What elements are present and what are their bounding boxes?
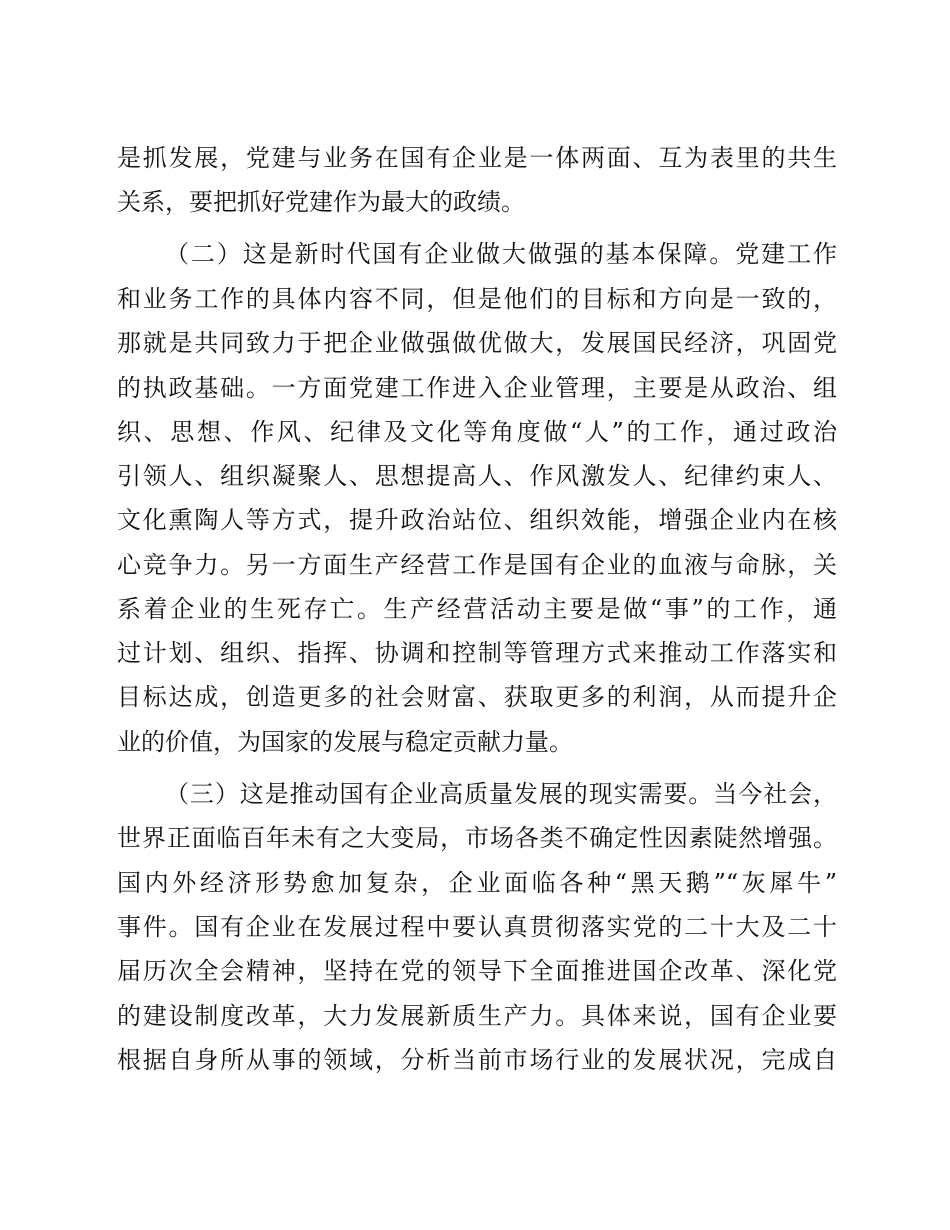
text-line: 系着企业的生死存亡。生产经营活动主要是做“事”的工作，通 [117,595,837,623]
text-line: 的建设制度改革，大力发展新质生产力。具体来说，国有企业要 [117,1002,837,1030]
text-line: 关系，要把抓好党建作为最大的政绩。 [117,188,525,216]
text-line: （二）这是新时代国有企业做大做强的基本保障。党建工作 [165,240,837,268]
text-line: 根据自身所从事的领域，分析当前市场行业的发展状况，完成自 [117,1046,837,1074]
text-line: 织、思想、作风、纪律及文化等角度做“人”的工作，通过政治 [117,418,837,446]
text-line: 的执政基础。一方面党建工作进入企业管理，主要是从政治、组 [117,374,837,402]
text-line: 过计划、组织、指挥、协调和控制等管理方式来推动工作落实和 [117,639,837,667]
text-line: 业的价值，为国家的发展与稳定贡献力量。 [117,728,573,756]
text-line: 国内外经济形势愈加复杂，企业面临各种“黑天鹅”“灰犀牛” [117,869,837,897]
text-line: 和业务工作的具体内容不同，但是他们的目标和方向是一致的， [117,285,837,313]
text-line: 事件。国有企业在发展过程中要认真贯彻落实党的二十大及二十 [117,913,837,941]
text-line: 文化熏陶人等方式，提升政治站位、组织效能，增强企业内在核 [117,506,837,534]
text-line: （三）这是推动国有企业高质量发展的现实需要。当今社会， [165,780,837,808]
text-line: 心竞争力。另一方面生产经营工作是国有企业的血液与命脉，关 [117,551,837,579]
text-line: 世界正面临百年未有之大变局，市场各类不确定性因素陡然增强。 [117,824,837,852]
text-line: 目标达成，创造更多的社会财富、获取更多的利润，从而提升企 [117,683,837,711]
text-line: 那就是共同致力于把企业做强做优做大，发展国民经济，巩固党 [117,329,837,357]
text-line: 引领人、组织凝聚人、思想提高人、作风激发人、纪律约束人、 [117,462,837,490]
text-line: 届历次全会精神，坚持在党的领导下全面推进国企改革、深化党 [117,957,837,985]
text-line: 是抓发展，党建与业务在国有企业是一体两面、互为表里的共生 [117,144,837,172]
